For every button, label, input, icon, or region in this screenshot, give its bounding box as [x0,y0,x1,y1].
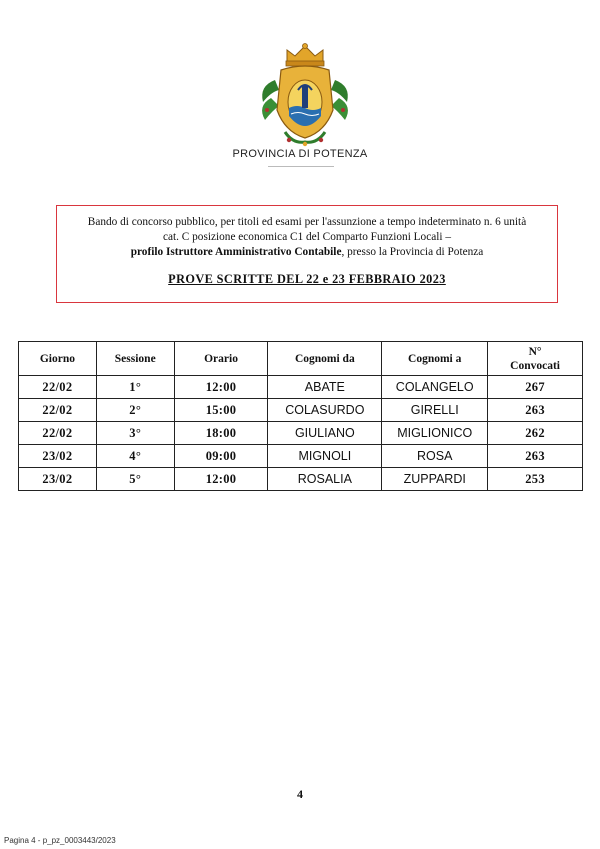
notice-line-2: cat. C posizione economica C1 del Comparto Funzioni Locali – [162,231,451,243]
coat-of-arms-logo [253,40,357,148]
table-row [19,376,583,399]
cell-cognomi-a: MIGLIONICO [382,422,488,445]
cell-orario: 15:00 [174,399,268,422]
table-row [19,399,583,422]
cell-orario: 18:00 [174,422,268,445]
schedule-table [18,341,583,491]
notice-subtitle: PROVE SCRITTE DEL 22 e 23 FEBBRAIO 2023 [168,272,446,286]
cell-sessione: 5° [96,468,174,491]
header-convocati-n: N° [528,345,542,358]
cell-sessione: 1° [96,376,174,399]
table-row [19,445,583,468]
cell-sessione: 4° [96,445,174,468]
table-row [19,422,583,445]
header-cognomi-da: Cognomi da [268,342,382,376]
header-convocati [488,342,583,376]
cell-cognomi-da: GIULIANO [268,422,382,445]
table-row [19,468,583,491]
notice-box [56,205,558,303]
notice-line-3-rest: , presso la Provincia di Potenza [341,246,484,258]
notice-profile: profilo Istruttore Amministrativo Contabile [130,246,342,258]
footer-protocol: Pagina 4 - p_pz_0003443/2023 [4,836,116,845]
cell-orario: 12:00 [174,376,268,399]
cell-cognomi-da: ROSALIA [268,468,382,491]
cell-convocati: 253 [488,468,583,491]
organization-name: PROVINCIA DI POTENZA [232,148,368,160]
cell-cognomi-da: COLASURDO [268,399,382,422]
cell-cognomi-a: ZUPPARDI [382,468,488,491]
cell-convocati: 262 [488,422,583,445]
page-number: 4 [297,787,303,801]
cell-giorno: 23/02 [19,445,97,468]
notice-line-3 [57,245,557,260]
header-sessione: Sessione [96,342,174,376]
header-giorno: Giorno [19,342,97,376]
cell-cognomi-da: MIGNOLI [268,445,382,468]
cell-cognomi-a: GIRELLI [382,399,488,422]
cell-giorno: 22/02 [19,376,97,399]
cell-sessione: 2° [96,399,174,422]
cell-orario: 12:00 [174,468,268,491]
cell-sessione: 3° [96,422,174,445]
cell-giorno: 23/02 [19,468,97,491]
header-orario: Orario [174,342,268,376]
cell-convocati: 267 [488,376,583,399]
cell-giorno: 22/02 [19,399,97,422]
header-convocati-label: Convocati [510,359,560,372]
cell-cognomi-a: COLANGELO [382,376,488,399]
cell-cognomi-da: ABATE [268,376,382,399]
cell-giorno: 22/02 [19,422,97,445]
header-cognomi-a: Cognomi a [382,342,488,376]
table-header-row [19,342,583,376]
cell-orario: 09:00 [174,445,268,468]
cell-convocati: 263 [488,445,583,468]
cell-cognomi-a: ROSA [382,445,488,468]
notice-line-1: Bando di concorso pubblico, per titoli ed esami per l'assunzione a tempo indeterminato n. 6 unità [87,216,527,228]
cell-convocati: 263 [488,399,583,422]
divider [268,166,334,167]
